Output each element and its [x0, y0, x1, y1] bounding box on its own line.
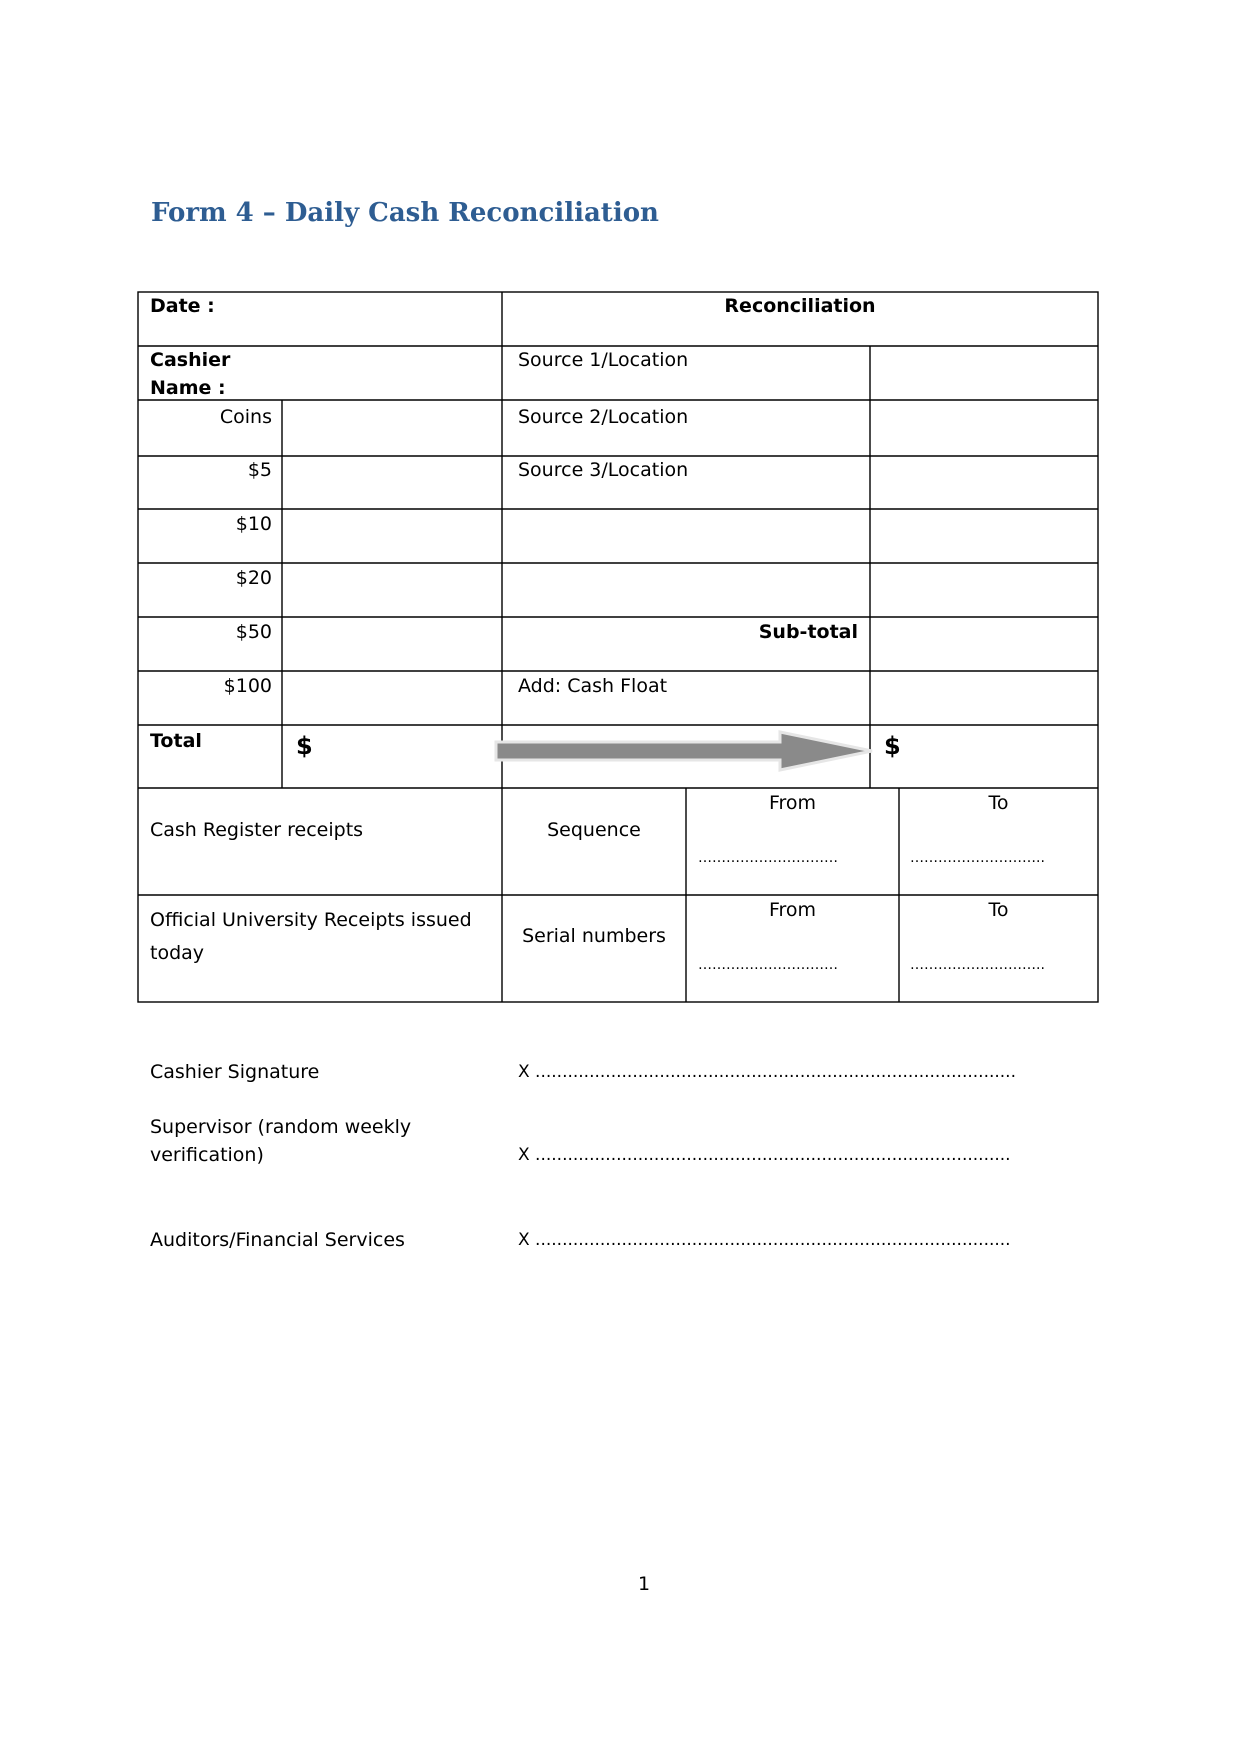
source-1-label: Source 1/Location: [518, 349, 689, 371]
denomination-50: $50: [235, 621, 272, 643]
cash-float-label: Add: Cash Float: [518, 675, 668, 697]
serial-from-field[interactable]: …………………………: [698, 957, 838, 973]
reconciliation-total-currency-symbol: $: [884, 732, 901, 760]
denomination-coins: Coins: [219, 406, 272, 428]
total-currency-symbol: $: [296, 732, 313, 760]
five-dollar-amount-field[interactable]: [283, 457, 501, 508]
ten-dollar-amount-field[interactable]: [283, 510, 501, 562]
cashier-name-label: Cashier Name :: [150, 349, 231, 399]
denomination-5: $5: [247, 459, 272, 481]
supervisor-signature-line[interactable]: X ........................................................................................: [518, 1145, 1011, 1165]
source-3-amount-field[interactable]: [871, 457, 1097, 508]
twenty-dollar-amount-field[interactable]: [283, 564, 501, 616]
reconciliation-total-amount-field[interactable]: [900, 726, 1096, 787]
date-label: Date :: [150, 295, 215, 317]
total-label: Total: [150, 730, 202, 752]
source-2-label: Source 2/Location: [518, 406, 689, 428]
cashier-signature-line[interactable]: X .........................................................................................: [518, 1062, 1016, 1082]
coins-amount-field[interactable]: [283, 401, 501, 455]
cash-float-amount-field[interactable]: [871, 672, 1097, 724]
serial-from-label: From: [768, 899, 817, 921]
source-3-label: Source 3/Location: [518, 459, 689, 481]
denomination-100: $100: [223, 675, 272, 697]
sequence-from-field[interactable]: …………………………: [698, 850, 838, 866]
fifty-dollar-amount-field[interactable]: [283, 618, 501, 670]
sequence-label: Sequence: [547, 819, 641, 841]
cashier-signature-label: Cashier Signature: [150, 1061, 320, 1083]
subtotal-amount-field[interactable]: [871, 618, 1097, 670]
page-number: 1: [637, 1573, 651, 1595]
source-2-amount-field[interactable]: [871, 401, 1097, 455]
denomination-20: $20: [235, 567, 272, 589]
denomination-10: $10: [235, 513, 272, 535]
auditors-signature-label: Auditors/Financial Services: [150, 1229, 405, 1251]
cash-register-receipts-label: Cash Register receipts: [150, 819, 364, 841]
subtotal-label: Sub-total: [758, 621, 858, 643]
sequence-from-label: From: [768, 792, 817, 814]
source-1-amount-field[interactable]: [871, 347, 1097, 399]
reconciliation-header: Reconciliation: [724, 295, 876, 317]
supervisor-signature-label: Supervisor (random weekly verification): [150, 1116, 412, 1166]
sequence-to-field[interactable]: ………………………..: [910, 850, 1045, 866]
total-amount-field[interactable]: [310, 726, 490, 787]
serial-to-field[interactable]: ………………………..: [910, 957, 1045, 973]
page-title: Form 4 – Daily Cash Reconciliation: [151, 198, 659, 228]
hundred-dollar-amount-field[interactable]: [283, 672, 501, 724]
auditors-signature-line[interactable]: X ........................................................................................: [518, 1230, 1011, 1250]
official-receipts-label: Official University Receipts issued today: [150, 909, 472, 964]
serial-to-label: To: [988, 899, 1009, 921]
serial-numbers-label: Serial numbers: [522, 925, 666, 947]
sequence-to-label: To: [988, 792, 1009, 814]
